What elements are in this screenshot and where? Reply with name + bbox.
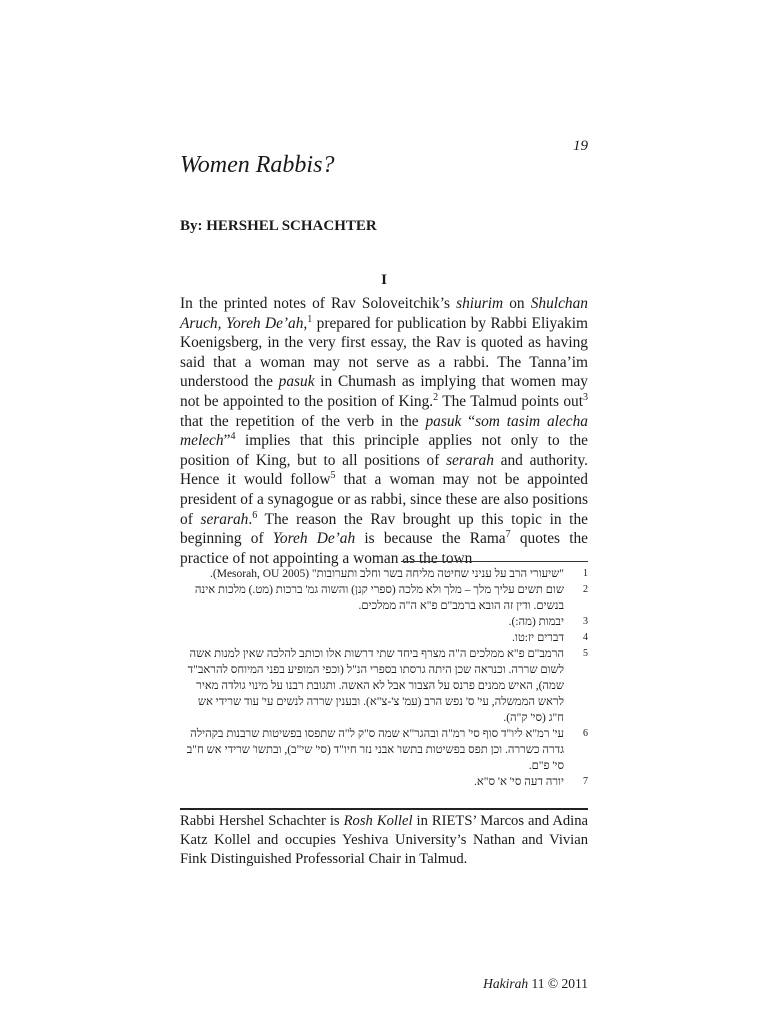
footnote-ref: 4: [230, 431, 236, 443]
body-text: [180, 294, 588, 568]
text-run: pasuk: [425, 412, 462, 430]
body-paragraph: [180, 294, 588, 568]
text-run: shiurim: [456, 295, 504, 312]
text-run: In the printed notes of Rav Soloveitchik’s: [180, 295, 457, 312]
text-run: som tasim alecha melech: [180, 412, 589, 450]
footnote-text: דברים יז:טו.: [512, 632, 564, 644]
footnote: [180, 614, 588, 630]
footnote-text: עי' רמ"א ליו"ד סוף סי' רמ"ה ובהגר"א שמה ס"ק ל"ה שתפסו בפשיטות שרבנות בקהילה גדרה כשררה. וכן תפס בפשיטות בתשו' אבני נזר חיו"ד (סי' שי"ב), ובתשו' שרידי אש ח"ב סי' פ"ם.: [186, 728, 564, 772]
text-run: pasuk: [278, 373, 315, 391]
footnote-number: 2: [583, 584, 588, 595]
footnote-ref: 6: [252, 509, 258, 521]
text-run: that a woman may not be appointed president of a synagogue or as rabbi, since these are also positions of: [180, 471, 588, 528]
text-run: ”: [223, 432, 231, 450]
text-run: “: [461, 412, 476, 430]
footnotes: [180, 566, 588, 790]
footer-issue: 11 © 2011: [528, 976, 588, 991]
text-run: that the repetition of the verb in the: [180, 412, 426, 430]
section-numeral: I: [381, 272, 387, 288]
footnote-text: יבמות (מה:).: [508, 616, 564, 628]
text-run: quotes the practice of not appointing a woman as the town: [180, 530, 589, 567]
footnote: [180, 646, 588, 726]
article-title: Women Rabbis?: [180, 152, 335, 178]
footnote-text: שום תשים עליך מלך – מלך ולא מלכה (ספרי קנן) והשוה גמ' ברכות (מט.) מלכות אינה בנשים. ודין זה הובא ברמב"ם פ"א ה"ה ממלכים.: [194, 584, 564, 612]
footnote-number: 5: [583, 648, 588, 659]
text-run: in Chumash as implying that women may not be appointed to the position of King.: [180, 373, 588, 410]
footnote: [180, 582, 588, 614]
footnote: [180, 774, 588, 790]
footnote: [180, 630, 588, 646]
author-bio: [180, 812, 588, 869]
footnote: [180, 566, 588, 582]
footnote-ref: 3: [583, 391, 588, 403]
byline: By: HERSHEL SCHACHTER: [180, 218, 377, 234]
footnote-ref: 1: [307, 313, 313, 325]
footnote-number: 1: [583, 568, 588, 579]
text-run: The reason the Rav brought up this topic in the beginning of: [180, 510, 588, 548]
text-run: implies that this principle applies not only to the position of King, but to all positions of: [180, 432, 588, 469]
page-number: 19: [573, 138, 588, 154]
footnote-ref: 5: [330, 470, 336, 482]
footnote-rule: [401, 561, 588, 562]
text-run: and authority. Hence it would follow: [180, 451, 588, 489]
footnote: [180, 726, 588, 774]
text-run: .: [248, 510, 253, 528]
text-run: Shulchan Aruch, Yoreh De’ah,: [180, 295, 588, 332]
footnote-text: "שיעורי הרב על עניני שחיטה מליחה בשר וחלב ותערובות" (2005 Mesorah, OU).: [210, 568, 564, 580]
footnote-number: 3: [583, 616, 588, 627]
text-run: The Talmud points out: [438, 392, 583, 410]
text-run: Rabbi Hershel Schachter is: [180, 813, 344, 829]
text-run: is because the Rama: [355, 530, 506, 548]
footnote-number: 7: [583, 776, 588, 787]
footnote-text: יורה דעה סי' א' ס"א.: [474, 776, 564, 788]
text-run: in RIETS’ Marcos and Adina Katz Kollel and occupies Yeshiva University’s Nathan and Vivian Fink Distinguished Professorial Chair in Talmud.: [180, 813, 589, 867]
text-run: serarah: [200, 510, 249, 528]
footnote-ref: 2: [433, 391, 439, 403]
footnote-number: 6: [583, 728, 588, 739]
bio-rule: [180, 808, 588, 810]
footnote-ref: 7: [505, 529, 511, 540]
text-run: serarah: [446, 451, 494, 469]
page-footer: [483, 976, 588, 992]
text-run: Yoreh De’ah: [272, 530, 356, 548]
text-run: prepared for publication by Rabbi Eliyakim Koenigsberg, in the very first essay, the Rav is quoted as having said that a woman may not serve as a rabbi. The Tanna’im understood the: [180, 314, 588, 391]
footnote-text: הרמב"ם פ"א ממלכים ה"ה מצרף ביחד שתי דרשות אלו וכותב להלכה שאין למנות אשה לשום שררה. וכנראה שכן היתה גרסתו בספרי הנ"ל (וכפי המופיע בפני המיוחס להראב"ד שמה), האיש ממנים פרנס על הצבור אבל לא האשה. ותגובת רבנו על מינוי גולדה מאיר לראש הממשלה, עי' ס' נפש הרב (עמ' צ'-צ"א). ובענין שררה לנשים עי' עוד שרידי אש ח"ג (סי' ק"ה).: [187, 648, 564, 724]
footnote-number: 4: [583, 632, 588, 643]
journal-name: Hakirah: [483, 976, 529, 991]
text-run: on: [503, 295, 531, 312]
text-run: Rosh Kollel: [343, 813, 413, 829]
